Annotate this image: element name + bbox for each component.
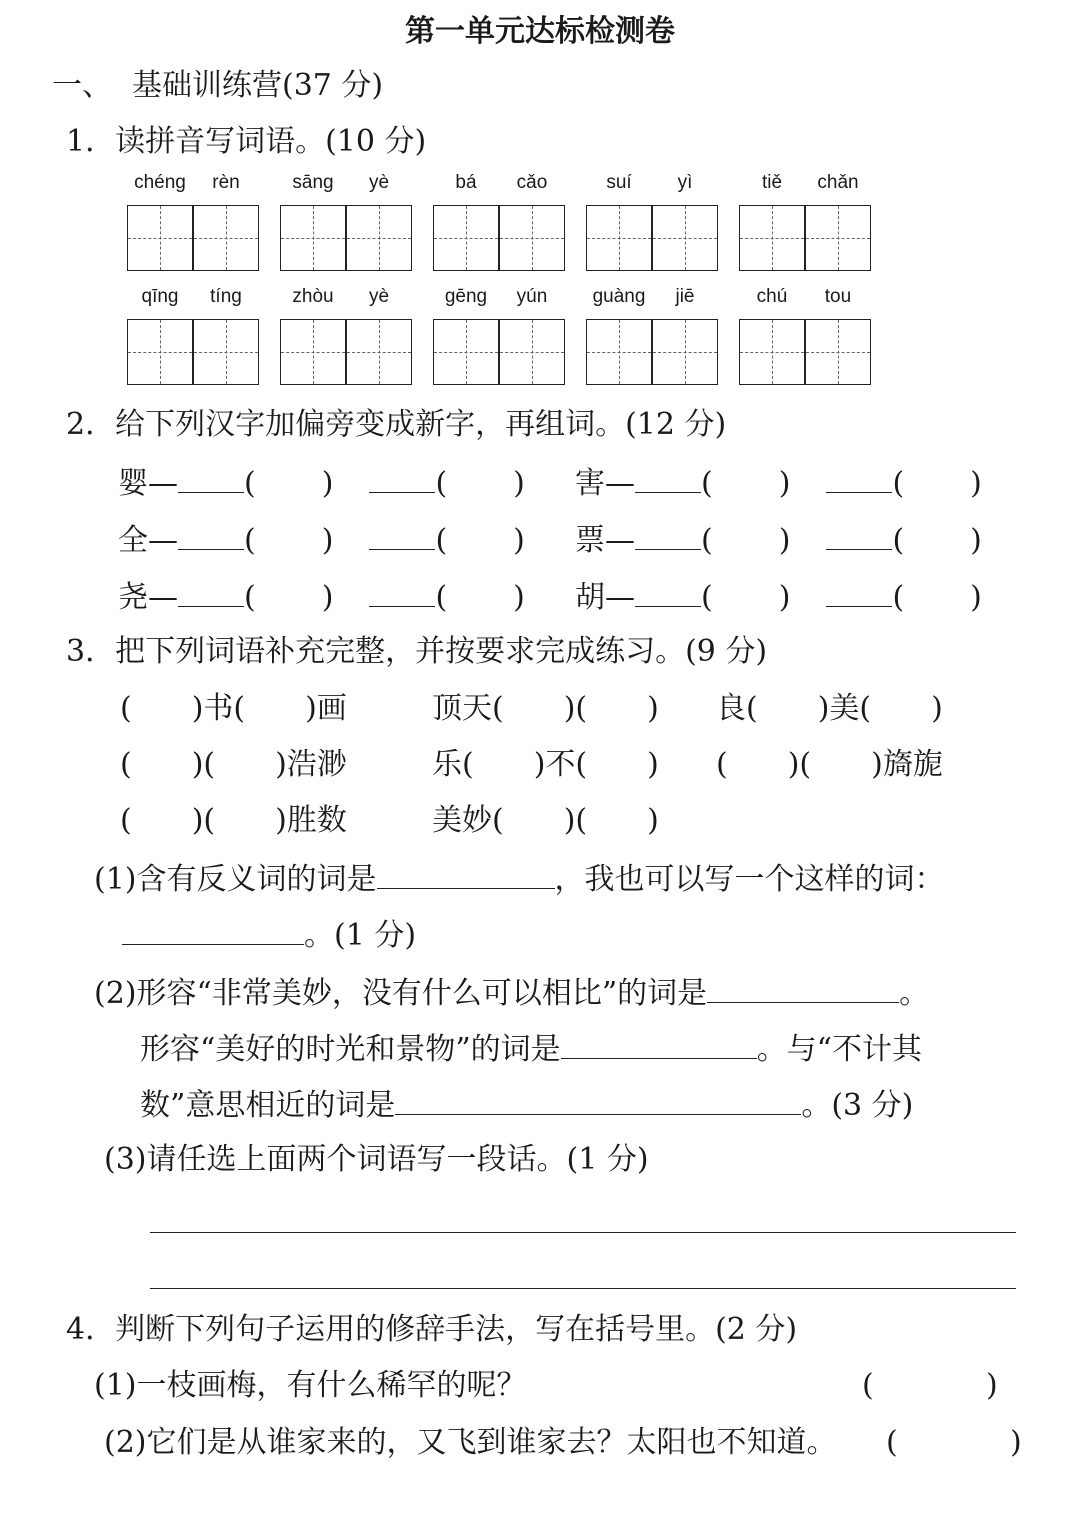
pinyin-label: qīng — [141, 286, 179, 307]
paren-left: ( — [244, 580, 256, 615]
pinyin-label: bá — [455, 172, 477, 193]
paren-left: ( — [244, 523, 256, 558]
idiom-fill-item[interactable]: 美妙( )( ) — [432, 803, 659, 838]
base-char: 害 — [575, 466, 605, 501]
idiom-fill-item[interactable]: ( )( )旖旎 — [716, 747, 943, 782]
paren-left: ( — [701, 466, 713, 501]
tianzige-cell[interactable] — [586, 205, 652, 271]
tianzige-cell[interactable] — [499, 205, 565, 271]
new-char-blank[interactable] — [369, 576, 435, 607]
sub-question-2-text: (2)形容“非常美妙，没有什么可以相比”的词是 — [94, 976, 708, 1011]
tianzige-word-box[interactable] — [127, 286, 259, 385]
answer-paren-right: ) — [1010, 1425, 1022, 1460]
question-4-label: 4．判断下列句子运用的修辞手法，写在括号里。(2 分) — [66, 1312, 798, 1347]
dash: — — [605, 523, 635, 558]
tianzige-cell[interactable] — [280, 319, 346, 385]
pinyin-label: sāng — [292, 172, 334, 193]
radical-item — [118, 576, 525, 618]
paren-left: ( — [435, 466, 448, 501]
tianzige-cell[interactable] — [280, 205, 346, 271]
sub-question-1-text-cont: ，我也可以写一个这样的词： — [554, 862, 945, 897]
rhetoric-sentence-2: (2)它们是从谁家来的，又飞到谁家去？太阳也不知道。 — [104, 1425, 837, 1460]
new-char-blank[interactable] — [369, 519, 435, 550]
radical-item — [118, 462, 525, 504]
tianzige-cell[interactable] — [193, 319, 259, 385]
tianzige-cell[interactable] — [586, 319, 652, 385]
sub-question-1-score: 。(1 分) — [304, 918, 417, 953]
tianzige-cell[interactable] — [127, 205, 193, 271]
tianzige-cell[interactable] — [739, 319, 805, 385]
paren-right: ) — [513, 523, 525, 558]
base-char: 胡 — [575, 580, 605, 615]
pinyin-label: suí — [606, 172, 632, 193]
paren-left: ( — [435, 523, 448, 558]
tianzige-cell[interactable] — [739, 205, 805, 271]
pinyin-label: yì — [677, 172, 693, 193]
answer-paren-right: ) — [986, 1368, 998, 1403]
idiom-fill-item[interactable]: 顶天( )( ) — [432, 691, 659, 726]
dash: — — [148, 466, 178, 501]
paren-left: ( — [701, 523, 713, 558]
sub-question-2-text4: 数”意思相近的词是 — [140, 1088, 396, 1123]
writing-line[interactable] — [150, 1232, 1016, 1233]
new-char-blank[interactable] — [635, 462, 701, 493]
tianzige-word-box[interactable] — [433, 172, 565, 271]
pinyin-label: gēng — [444, 286, 488, 307]
answer-blank[interactable] — [561, 1028, 757, 1059]
pinyin-label: tiě — [761, 172, 783, 193]
tianzige-cell[interactable] — [652, 205, 718, 271]
dash: — — [605, 580, 635, 615]
sub-question-2-line3 — [140, 1084, 913, 1126]
tianzige-cell[interactable] — [499, 319, 565, 385]
paren-right: ) — [970, 523, 982, 558]
sub-question-2-score: 。(3 分) — [801, 1088, 914, 1123]
paren-left: ( — [892, 580, 905, 615]
tianzige-cell[interactable] — [433, 319, 499, 385]
answer-blank[interactable] — [395, 1084, 801, 1115]
tianzige-cell[interactable] — [433, 205, 499, 271]
sub-question-2-period: 。 — [899, 976, 930, 1011]
tianzige-word-box[interactable] — [280, 172, 412, 271]
tianzige-cell[interactable] — [193, 205, 259, 271]
pinyin-label: jiē — [675, 286, 695, 307]
paren-right: ) — [321, 580, 334, 615]
tianzige-word-box[interactable] — [739, 286, 871, 385]
paren-right: ) — [778, 523, 791, 558]
idiom-fill-item[interactable]: ( )( )胜数 — [120, 803, 347, 838]
page-title: 第一单元达标检测卷 — [405, 14, 675, 49]
paren-right: ) — [778, 466, 791, 501]
tianzige-word-box[interactable] — [739, 172, 871, 271]
paren-right: ) — [513, 466, 525, 501]
pinyin-label: yè — [368, 286, 390, 307]
pinyin-label: guàng — [592, 286, 646, 307]
tianzige-cell[interactable] — [805, 205, 871, 271]
tianzige-word-box[interactable] — [586, 286, 718, 385]
sub-question-1 — [94, 858, 945, 900]
new-char-blank[interactable] — [178, 462, 244, 493]
paren-right: ) — [513, 580, 525, 615]
dash: — — [148, 580, 178, 615]
question-3-label: 3．把下列词语补充完整，并按要求完成练习。(9 分) — [66, 634, 768, 669]
pinyin-label: chǎn — [817, 172, 859, 193]
paren-right: ) — [970, 580, 982, 615]
pinyin-label: chéng — [134, 172, 186, 193]
pinyin-label: tíng — [210, 286, 242, 307]
paren-left: ( — [892, 466, 905, 501]
pinyin-label: yún — [516, 286, 548, 307]
sub-question-2-text2: 形容“美好的时光和景物”的词是 — [140, 1032, 561, 1067]
tianzige-word-box[interactable] — [433, 286, 565, 385]
answer-paren-input[interactable] — [880, 1366, 980, 1406]
tianzige-cell[interactable] — [346, 319, 412, 385]
sub-question-1-text: (1)含有反义词的词是 — [94, 862, 377, 897]
idiom-fill-item[interactable]: 良( )美( ) — [716, 691, 943, 726]
base-char: 婴 — [118, 466, 148, 501]
answer-blank[interactable] — [122, 914, 304, 945]
tianzige-cell[interactable] — [805, 319, 871, 385]
dash: — — [605, 466, 635, 501]
tianzige-cell[interactable] — [127, 319, 193, 385]
tianzige-word-box[interactable] — [127, 172, 259, 271]
sub-question-2-line2 — [140, 1028, 922, 1070]
idiom-fill-item[interactable]: ( )( )浩渺 — [120, 747, 347, 782]
sub-question-2 — [94, 972, 929, 1014]
sub-question-2-text3: 。与“不计其 — [756, 1032, 923, 1067]
idiom-fill-item[interactable]: 乐( )不( ) — [432, 747, 659, 782]
pinyin-label: cǎo — [516, 172, 548, 193]
new-char-blank[interactable] — [178, 576, 244, 607]
pinyin-label: chú — [756, 286, 788, 307]
paren-right: ) — [321, 466, 334, 501]
tianzige-cell[interactable] — [652, 319, 718, 385]
paren-right: ) — [778, 580, 791, 615]
new-char-blank[interactable] — [635, 519, 701, 550]
new-char-blank[interactable] — [178, 519, 244, 550]
answer-paren-left: ( — [886, 1425, 898, 1460]
radical-item — [575, 519, 982, 561]
paren-left: ( — [892, 523, 905, 558]
answer-blank[interactable] — [377, 858, 555, 889]
question-1-label: 1．读拼音写词语。(10 分) — [66, 124, 427, 159]
new-char-blank[interactable] — [826, 576, 892, 607]
base-char: 全 — [118, 523, 148, 558]
new-char-blank[interactable] — [635, 576, 701, 607]
section-title: 基础训练营(37 分) — [132, 68, 384, 103]
paren-right: ) — [970, 466, 982, 501]
base-char: 尧 — [118, 580, 148, 615]
dash: — — [148, 523, 178, 558]
pinyin-label: zhòu — [292, 286, 334, 307]
paren-right: ) — [321, 523, 334, 558]
section-number: 一、 — [52, 68, 112, 103]
sub-question-1-line2 — [122, 914, 416, 956]
answer-paren-input[interactable] — [904, 1423, 1004, 1463]
sub-question-3: (3)请任选上面两个词语写一段话。(1 分) — [104, 1142, 649, 1177]
paren-left: ( — [701, 580, 713, 615]
question-2-label: 2．给下列汉字加偏旁变成新字，再组词。(12 分) — [66, 407, 727, 442]
pinyin-label: tou — [824, 286, 852, 307]
tianzige-cell[interactable] — [346, 205, 412, 271]
answer-blank[interactable] — [707, 972, 899, 1003]
paren-left: ( — [244, 466, 256, 501]
new-char-blank[interactable] — [369, 462, 435, 493]
tianzige-word-box[interactable] — [280, 286, 412, 385]
new-char-blank[interactable] — [826, 519, 892, 550]
idiom-fill-item[interactable]: ( )书( )画 — [120, 691, 347, 726]
answer-paren-left: ( — [862, 1368, 874, 1403]
rhetoric-sentence-1: (1)一枝画梅，有什么稀罕的呢？ — [94, 1368, 527, 1403]
writing-line[interactable] — [150, 1288, 1016, 1289]
radical-item — [575, 576, 982, 618]
radical-item — [575, 462, 982, 504]
new-char-blank[interactable] — [826, 462, 892, 493]
radical-item — [118, 519, 525, 561]
pinyin-label: rèn — [212, 172, 240, 193]
base-char: 票 — [575, 523, 605, 558]
pinyin-label: yè — [368, 172, 390, 193]
paren-left: ( — [435, 580, 448, 615]
tianzige-word-box[interactable] — [586, 172, 718, 271]
